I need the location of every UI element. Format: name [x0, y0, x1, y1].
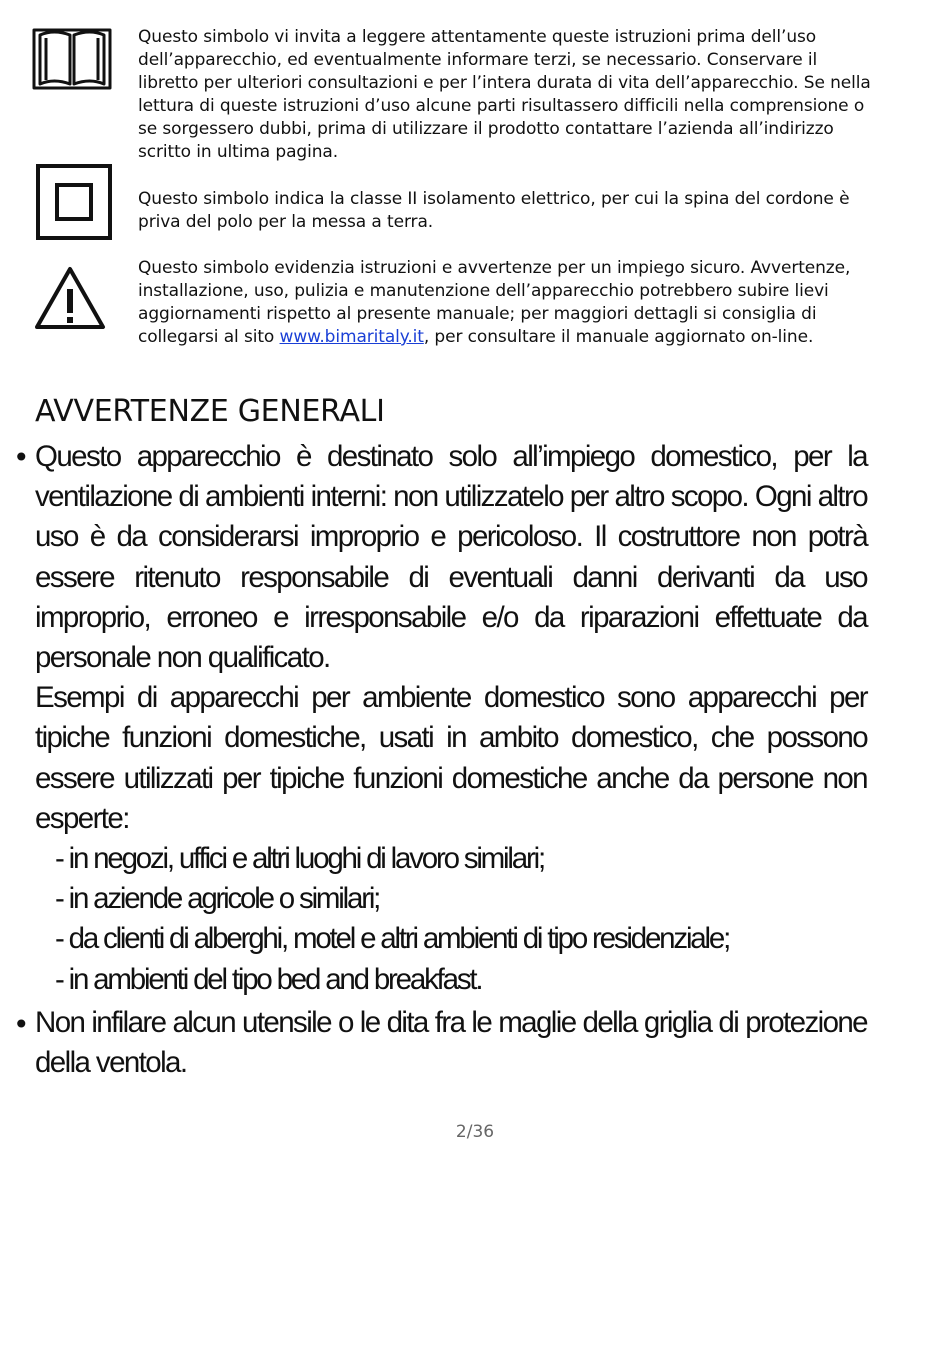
manual-book-icon — [32, 26, 112, 92]
list-item: - in ambienti del tipo bed and breakfast. — [55, 962, 482, 996]
symbol-class-ii-text: Questo simbolo indica la classe II isolamento elettrico, per cui la spina del cordone è priva del polo per la messa a terra. — [138, 189, 850, 232]
symbol-manual-text: Questo simbolo vi invita a leggere attentamente queste istruzioni prima dell’uso dell’apparecchio, ed eventualmente informare terzi, se necessario. Conservare il libretto per ulteriori consultazioni e per l’intera durata di vita dell’apparecchio. Se nella lettura di queste istruzioni d’uso alcune parti risultassero difficili nella comprensione o se sorgessero dubbi, prima di utilizzare il prodotto contattare l’azienda all’indirizzo scritto in ultima pagina. — [138, 27, 871, 162]
domestic-use-paragraph: Questo apparecchio è destinato solo all’impiego domestico, per la ventilazione di ambienti interni: non utilizzatelo per altro scopo. Ogni altro uso è da considerarsi improprio e pericoloso. Il costruttore non potrà essere ritenuto responsabile di eventuali danni derivanti da uso improprio, erroneo e irresponsabile e/o da riparazioni effettuate da personale non qualificato. — [35, 440, 867, 675]
warning-triangle-icon — [34, 265, 106, 331]
bullet-1-content — [35, 437, 867, 1000]
bimar-website-link[interactable]: www.bimaritaly.it — [279, 327, 424, 347]
bullet-point-1: • — [13, 441, 30, 474]
warning-text-before-link: Questo simbolo evidenzia istruzioni e avvertenze per un impiego sicuro. Avvertenze, installazione, uso, pulizia e manutenzione dell’apparecchio potrebbero subire lievi aggiornamenti rispetto al presente manuale; per maggiori dettagli si consiglia di collegarsi al sito — [138, 258, 851, 347]
fan-grille-warning-paragraph: Non infilare alcun utensile o le dita fra le maglie della griglia di protezione della ventola. — [35, 1006, 867, 1080]
list-item: - da clienti di alberghi, motel e altri ambienti di tipo residenziale; — [55, 922, 730, 956]
symbol-row-manual — [32, 26, 912, 162]
page-number: 2/36 — [455, 1122, 495, 1142]
section-heading: AVVERTENZE GENERALI — [35, 394, 385, 429]
symbol-row-class-ii — [32, 188, 912, 244]
list-item: - in negozi, uffici e altri luoghi di lavoro similari; — [55, 842, 544, 876]
warning-text-after-link: , per consultare il manuale aggiornato on-line. — [423, 327, 814, 347]
symbol-row-warning — [32, 257, 912, 377]
bullet-2-content — [35, 1003, 867, 1083]
list-item: - in aziende agricole o similari; — [55, 882, 380, 916]
class-ii-insulation-icon — [36, 164, 116, 244]
domestic-examples-paragraph: Esempi di apparecchi per ambiente domestico sono apparecchi per tipiche funzioni domestiche, usati in ambito domestico, che possono essere utilizzati per tipiche funzioni domestiche anche da persone non esperte: — [35, 681, 867, 835]
symbol-warning-text — [138, 257, 878, 349]
bullet-point-2: • — [13, 1008, 30, 1041]
